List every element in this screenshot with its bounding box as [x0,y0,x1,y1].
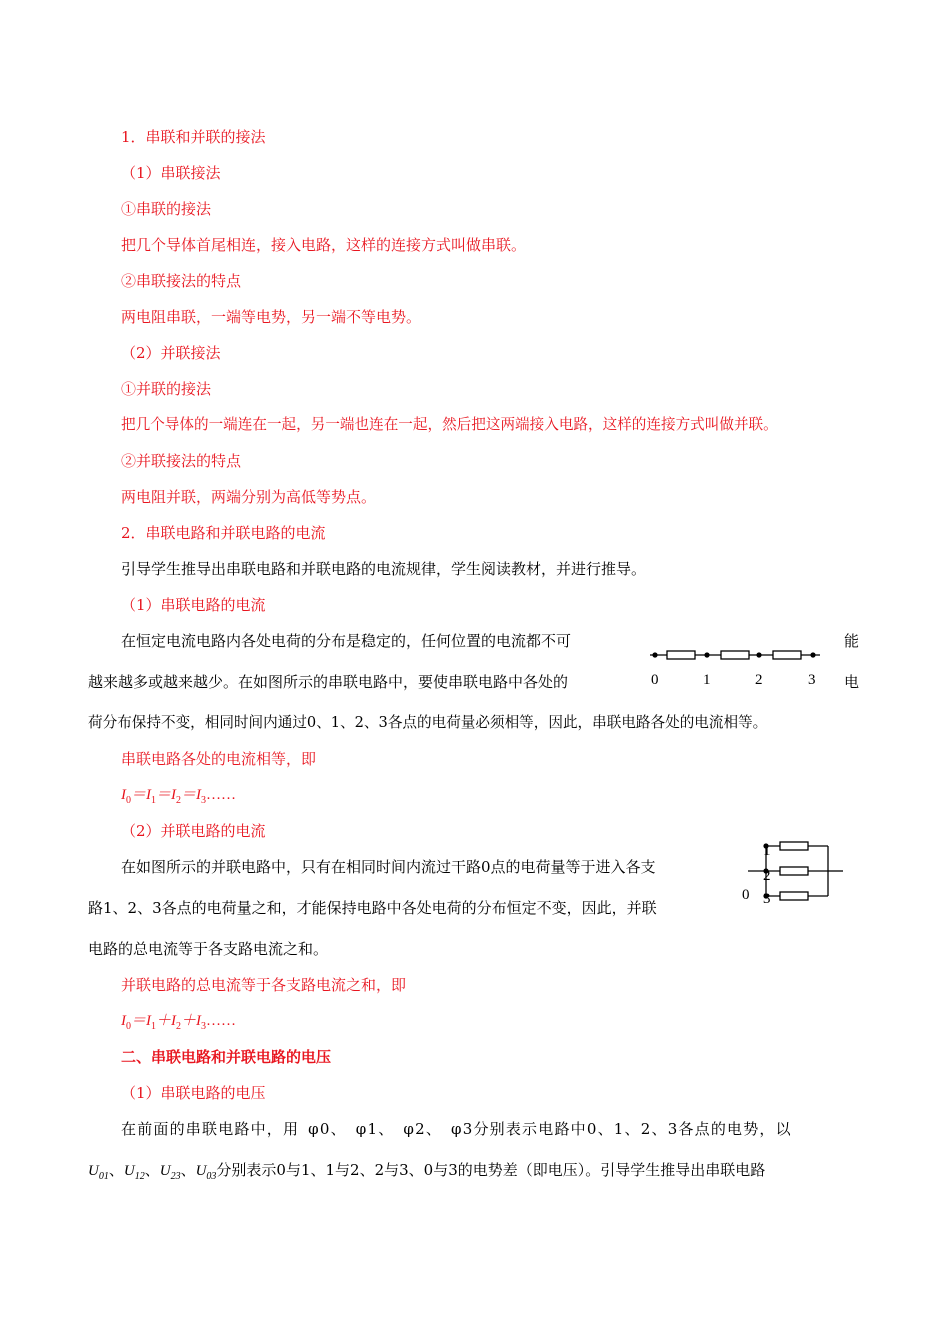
parallel-features-text: 两电阻并联，两端分别为高低等势点。 [121,488,377,506]
series-current-para-line-2: 越来越多或越来越少。在如图所示的串联电路中，要使串联电路中各处的 [88,673,569,691]
series-label-3: 3 [808,672,816,688]
subsection-series-current: （1）串联电路的电流 [121,596,266,614]
branch-resistor-2 [780,867,808,875]
subsection-parallel-current: （2）并联电路的电流 [121,822,266,840]
parallel-current-conclusion: 并联电路的总电流等于各支路电流之和，即 [121,976,407,994]
parallel-current-para-line-3: 电路的总电流等于各支路电流之和。 [88,940,329,958]
series-method-text: 把几个导体首尾相连，接入电路，这样的连接方式叫做串联。 [121,236,527,254]
resistor-1 [667,651,695,659]
series-voltage-para-line-1: 在前面的串联电路中，用 φ0、 φ1、 φ2、 φ3分别表示电路中0、1、2、3各点的电势，以 [121,1120,792,1138]
node-3 [810,652,815,657]
series-label-1: 1 [703,672,711,688]
section-2-intro: 引导学生推导出串联电路和并联电路的电流规律，学生阅读教材，并进行推导。 [121,560,647,578]
item-parallel-method: ①并联的接法 [121,380,212,398]
resistor-2 [721,651,749,659]
series-current-para-line-1: 在恒定电流电路内各处电荷的分布是稳定的，任何位置的电流都不可 [121,632,572,650]
series-current-para-line-3: 荷分布保持不变，相同时间内通过0、1、2、3各点的电荷量必须相等，因此，串联电路各处的电流相等。 [88,714,768,731]
subsection-series-connection: （1）串联接法 [121,164,221,182]
subsection-parallel-connection: （2）并联接法 [121,344,221,362]
node-1 [704,652,709,657]
series-current-formula: $I_0=I_1=I_2=I_3\dots\dots$ [121,787,237,806]
item-series-method: ①串联的接法 [121,200,212,218]
branch-resistor-1 [780,842,808,850]
parallel-label-1: 1 [763,843,771,859]
item-parallel-features: ②并联接法的特点 [121,452,242,470]
parallel-label-3: 3 [763,891,771,907]
node-2 [756,652,761,657]
parallel-current-formula: $I_0=I_1+I_2+I_3\dots\dots$ [121,1013,237,1032]
parallel-current-para-line-2: 路1、2、3各点的电荷量之和，才能保持电路中各处电荷的分布恒定不变，因此，并联 [88,899,657,917]
section-2-title: 2．串联电路和并联电路的电流 [121,524,326,542]
series-label-2: 2 [755,672,763,688]
series-features-text: 两电阻串联，一端等电势，另一端不等电势。 [121,308,422,326]
section-1-title: 1．串联和并联的接法 [121,128,266,146]
series-current-para-line-2-end: 电 [844,673,860,691]
parallel-current-para-line-1: 在如图所示的并联电路中，只有在相同时间内流过干路0点的电荷量等于进入各支 [121,858,656,876]
series-current-conclusion: 串联电路各处的电流相等，即 [121,750,317,768]
parallel-circuit-diagram [740,833,860,913]
parallel-method-text: 把几个导体的一端连在一起，另一端也连在一起，然后把这两端接入电路，这样的连接方式叫做并联。 [121,416,778,433]
series-label-0: 0 [651,672,659,688]
subsection-series-voltage: （1）串联电路的电压 [121,1084,266,1102]
item-series-features: ②串联接法的特点 [121,272,242,290]
parallel-label-0: 0 [742,887,750,903]
series-voltage-para-line-2: $U_{01}$、$U_{12}$、$U_{23}$、$U_{03}$分别表示0与1、1与2、2与3、0与3的电势差（即电压）。引导学生推导出串联电路 [88,1161,766,1182]
parallel-label-2: 2 [763,868,771,884]
series-circuit-diagram [645,645,835,695]
branch-resistor-3 [780,892,808,900]
node-0 [652,652,657,657]
series-current-para-line-1-end: 能 [844,632,860,650]
section-3-title: 二、串联电路和并联电路的电压 [121,1048,332,1066]
resistor-3 [773,651,801,659]
